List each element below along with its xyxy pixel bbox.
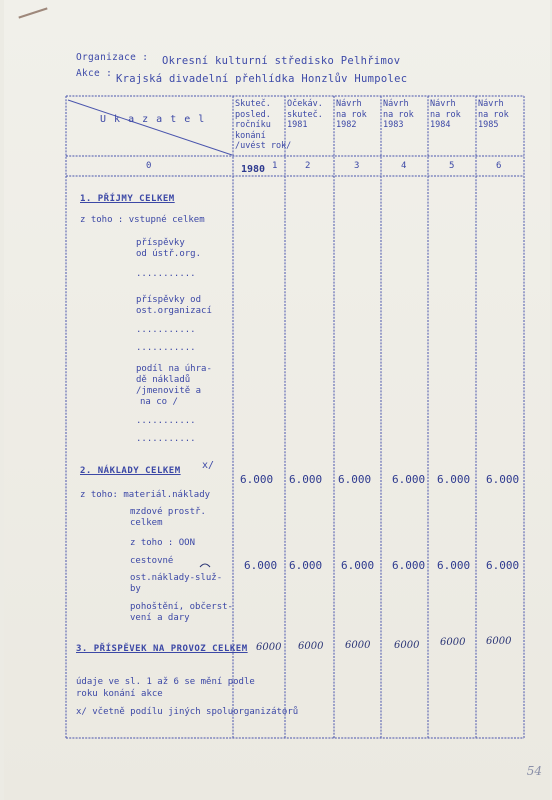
column-header-6: Návrh na rok 1985 bbox=[478, 99, 509, 130]
column-number-0: 0 bbox=[146, 161, 152, 171]
footnote-line-2: roku konání akce bbox=[76, 689, 163, 699]
column-number-5: 5 bbox=[449, 161, 455, 171]
handwritten-provoz-col5: 6000 bbox=[440, 637, 466, 648]
row-podil-4: na co / bbox=[140, 397, 178, 407]
footnote-line-1: údaje ve sl. 1 až 6 se mění podle bbox=[76, 677, 255, 687]
organizace-value: Okresní kulturní středisko Pelhřimov bbox=[162, 55, 401, 67]
page-number: 54 bbox=[526, 764, 542, 778]
naklady-footnote-mark: x/ bbox=[202, 460, 215, 471]
row-prispevek-provoz: 3. PŘÍSPĚVEK NA PROVOZ CELKEM bbox=[76, 644, 248, 654]
row-oon: z toho : OON bbox=[130, 538, 196, 548]
row-mzdove-2: celkem bbox=[130, 518, 163, 528]
row-prispevky-ost-2: ost.organizací bbox=[136, 306, 212, 316]
value-ost-col5: 6.000 bbox=[437, 559, 471, 572]
row-dots: ........... bbox=[136, 269, 196, 279]
row-prispevky-ost: příspěvky od bbox=[136, 295, 202, 305]
handwritten-provoz-col3: 6000 bbox=[345, 640, 371, 651]
row-podil: podíl na úhra- bbox=[136, 364, 212, 374]
row-cestovne: cestovné bbox=[130, 556, 174, 566]
row-podil-2: dě nákladů bbox=[136, 375, 191, 385]
row-prijmy-celkem: 1. PŘÍJMY CELKEM bbox=[80, 194, 175, 204]
handwritten-provoz-col6: 6000 bbox=[486, 636, 512, 647]
handwritten-provoz-col4: 6000 bbox=[394, 640, 420, 651]
row-dots: ........... bbox=[136, 416, 196, 426]
column-header-4: Návrh na rok 1983 bbox=[383, 99, 414, 130]
row-prispevky-ustr: příspěvky bbox=[136, 238, 185, 248]
row-material: z toho: materiál.náklady bbox=[80, 490, 211, 500]
row-pohosteni-2: vení a dary bbox=[130, 613, 190, 623]
column-number-6: 6 bbox=[496, 161, 502, 171]
column-number-4: 4 bbox=[401, 161, 407, 171]
akce-label: Akce : bbox=[76, 68, 113, 79]
value-ost-col6: 6.000 bbox=[486, 559, 520, 572]
value-ost-col1: 6.000 bbox=[244, 559, 278, 572]
akce-value: Krajská divadelní přehlídka Honzlův Humpolec bbox=[116, 73, 408, 85]
row-ost-naklady: ost.náklady-služ- bbox=[130, 573, 223, 583]
column-header-3: Návrh na rok 1982 bbox=[336, 99, 367, 130]
value-ost-col4: 6.000 bbox=[392, 559, 426, 572]
value-naklady-col3: 6.000 bbox=[338, 473, 372, 486]
row-ost-naklady-2: by bbox=[130, 584, 141, 594]
row-podil-3: /jmenovitě a bbox=[136, 386, 202, 396]
value-naklady-col1: 6.000 bbox=[240, 473, 274, 486]
value-ost-col2: 6.000 bbox=[289, 559, 323, 572]
footnote-line-3: x/ včetně podílu jiných spoluorganizátorů bbox=[76, 707, 299, 717]
column-number-3: 3 bbox=[354, 161, 360, 171]
row-prispevky-ustr-2: od ústř.org. bbox=[136, 249, 202, 259]
row-z-toho-vstupne: z toho : vstupné celkem bbox=[80, 215, 205, 225]
value-naklady-col2: 6.000 bbox=[289, 473, 323, 486]
row-dots: ........... bbox=[136, 325, 196, 335]
column-header-1: Skuteč. posled. ročníku konání /uvést rok/ bbox=[235, 99, 292, 151]
value-naklady-col6: 6.000 bbox=[486, 473, 520, 486]
row-dots: ........... bbox=[136, 343, 196, 353]
row-naklady-celkem: 2. NÁKLADY CELKEM bbox=[80, 466, 181, 476]
column-number-1: 1 bbox=[272, 161, 278, 171]
column-number-2: 2 bbox=[305, 161, 311, 171]
value-naklady-col5: 6.000 bbox=[437, 473, 471, 486]
row-dots: ........... bbox=[136, 434, 196, 444]
value-naklady-col4: 6.000 bbox=[392, 473, 426, 486]
handwritten-provoz-col1: 6000 bbox=[256, 642, 282, 653]
year-stamp: 1980 bbox=[241, 164, 266, 175]
row-mzdove: mzdové prostř. bbox=[130, 507, 206, 517]
column-header-ukazatel: U k a z a t e l bbox=[100, 114, 206, 125]
handwritten-provoz-col2: 6000 bbox=[298, 641, 324, 652]
organizace-label: Organizace : bbox=[76, 52, 149, 63]
value-ost-col3: 6.000 bbox=[341, 559, 375, 572]
column-header-5: Návrh na rok 1984 bbox=[430, 99, 461, 130]
column-header-2: Očekáv. skuteč. 1981 bbox=[287, 99, 323, 130]
row-pohosteni: pohoštění, občerst- bbox=[130, 602, 233, 612]
